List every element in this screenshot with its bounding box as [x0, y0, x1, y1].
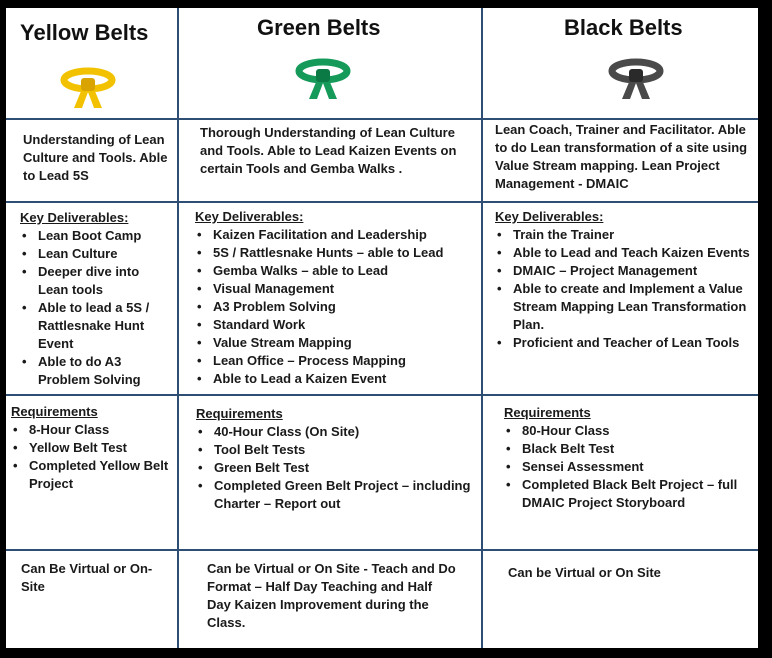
black-requirements	[504, 404, 754, 512]
requirements-heading: Requirements	[196, 406, 283, 421]
list-item: • Train the Trainer	[495, 226, 753, 244]
black-summary: Lean Coach, Trainer and Facilitator. Able to do Lean transformation of a site using Value Stream mapping. Lean Project Management - DMAIC	[495, 122, 748, 191]
yellow-summary: Understanding of Lean Culture and Tools. Able to Lead 5S	[23, 132, 168, 183]
list-item: • Black Belt Test	[504, 440, 754, 458]
column-divider	[481, 8, 483, 648]
yellow-belt-icon	[60, 64, 116, 114]
deliverables-list	[20, 227, 172, 389]
list-item: • Able to Lead and Teach Kaizen Events	[495, 244, 753, 262]
list-item: • Yellow Belt Test	[11, 439, 173, 457]
requirements-heading: Requirements	[504, 405, 591, 420]
list-item: • Completed Yellow Belt Project	[11, 457, 173, 493]
list-item: • Deeper dive into Lean tools	[20, 263, 172, 299]
list-item: • 5S / Rattlesnake Hunts – able to Lead	[195, 244, 478, 262]
list-item: • Lean Office – Process Mapping	[195, 352, 478, 370]
list-item: • Able to do A3 Problem Solving	[20, 353, 172, 389]
deliverables-heading: Key Deliverables:	[20, 210, 129, 225]
list-item: • 80-Hour Class	[504, 422, 754, 440]
yellow-deliverables	[20, 209, 172, 389]
black-belt-icon	[608, 55, 664, 105]
row-divider	[6, 394, 758, 396]
yellow-belts-title: Yellow Belts	[20, 20, 149, 45]
requirements-list	[504, 422, 754, 512]
green-deliverables	[195, 208, 478, 388]
list-item: • Green Belt Test	[196, 459, 476, 477]
yellow-requirements	[11, 403, 173, 493]
list-item: • Gemba Walks – able to Lead	[195, 262, 478, 280]
yellow-delivery-mode: Can Be Virtual or On-Site	[21, 561, 153, 594]
green-delivery-mode: Can be Virtual or On Site - Teach and Do Format – Half Day Teaching and Half Day Kaizen Improvement during the Class.	[207, 561, 456, 630]
row-divider	[6, 118, 758, 120]
green-requirements	[196, 405, 476, 513]
list-item: • Visual Management	[195, 280, 478, 298]
green-belt-icon	[295, 55, 351, 105]
list-item: • Lean Boot Camp	[20, 227, 172, 245]
list-item: • Proficient and Teacher of Lean Tools	[495, 334, 753, 352]
green-belts-title: Green Belts	[257, 15, 381, 40]
list-item: • 8-Hour Class	[11, 421, 173, 439]
list-item: • Kaizen Facilitation and Leadership	[195, 226, 478, 244]
requirements-list	[11, 421, 173, 493]
list-item: • A3 Problem Solving	[195, 298, 478, 316]
list-item: • Completed Black Belt Project – full DMAIC Project Storyboard	[504, 476, 754, 512]
list-item: • Sensei Assessment	[504, 458, 754, 476]
list-item: • Able to lead a 5S / Rattlesnake Hunt Event	[20, 299, 172, 353]
deliverables-heading: Key Deliverables:	[195, 209, 304, 224]
list-item: • 40-Hour Class (On Site)	[196, 423, 476, 441]
list-item: • DMAIC – Project Management	[495, 262, 753, 280]
list-item: • Value Stream Mapping	[195, 334, 478, 352]
belt-comparison-table	[6, 8, 758, 648]
column-divider	[177, 8, 179, 648]
deliverables-heading: Key Deliverables:	[495, 209, 604, 224]
deliverables-list	[495, 226, 753, 352]
requirements-list	[196, 423, 476, 513]
black-belts-title: Black Belts	[564, 15, 683, 40]
list-item: • Able to Lead a Kaizen Event	[195, 370, 478, 388]
deliverables-list	[195, 226, 478, 388]
black-delivery-mode: Can be Virtual or On Site	[508, 565, 661, 580]
list-item: • Completed Green Belt Project – including Charter – Report out	[196, 477, 476, 513]
list-item: • Standard Work	[195, 316, 478, 334]
row-divider	[6, 201, 758, 203]
list-item: • Tool Belt Tests	[196, 441, 476, 459]
requirements-heading: Requirements	[11, 404, 98, 419]
list-item: • Lean Culture	[20, 245, 172, 263]
green-summary: Thorough Understanding of Lean Culture and Tools. Able to Lead Kaizen Events on certain Tools and Gemba Walks .	[200, 125, 457, 176]
row-divider	[6, 549, 758, 551]
list-item: • Able to create and Implement a Value Stream Mapping Lean Transformation Plan.	[495, 280, 753, 334]
black-deliverables	[495, 208, 753, 352]
